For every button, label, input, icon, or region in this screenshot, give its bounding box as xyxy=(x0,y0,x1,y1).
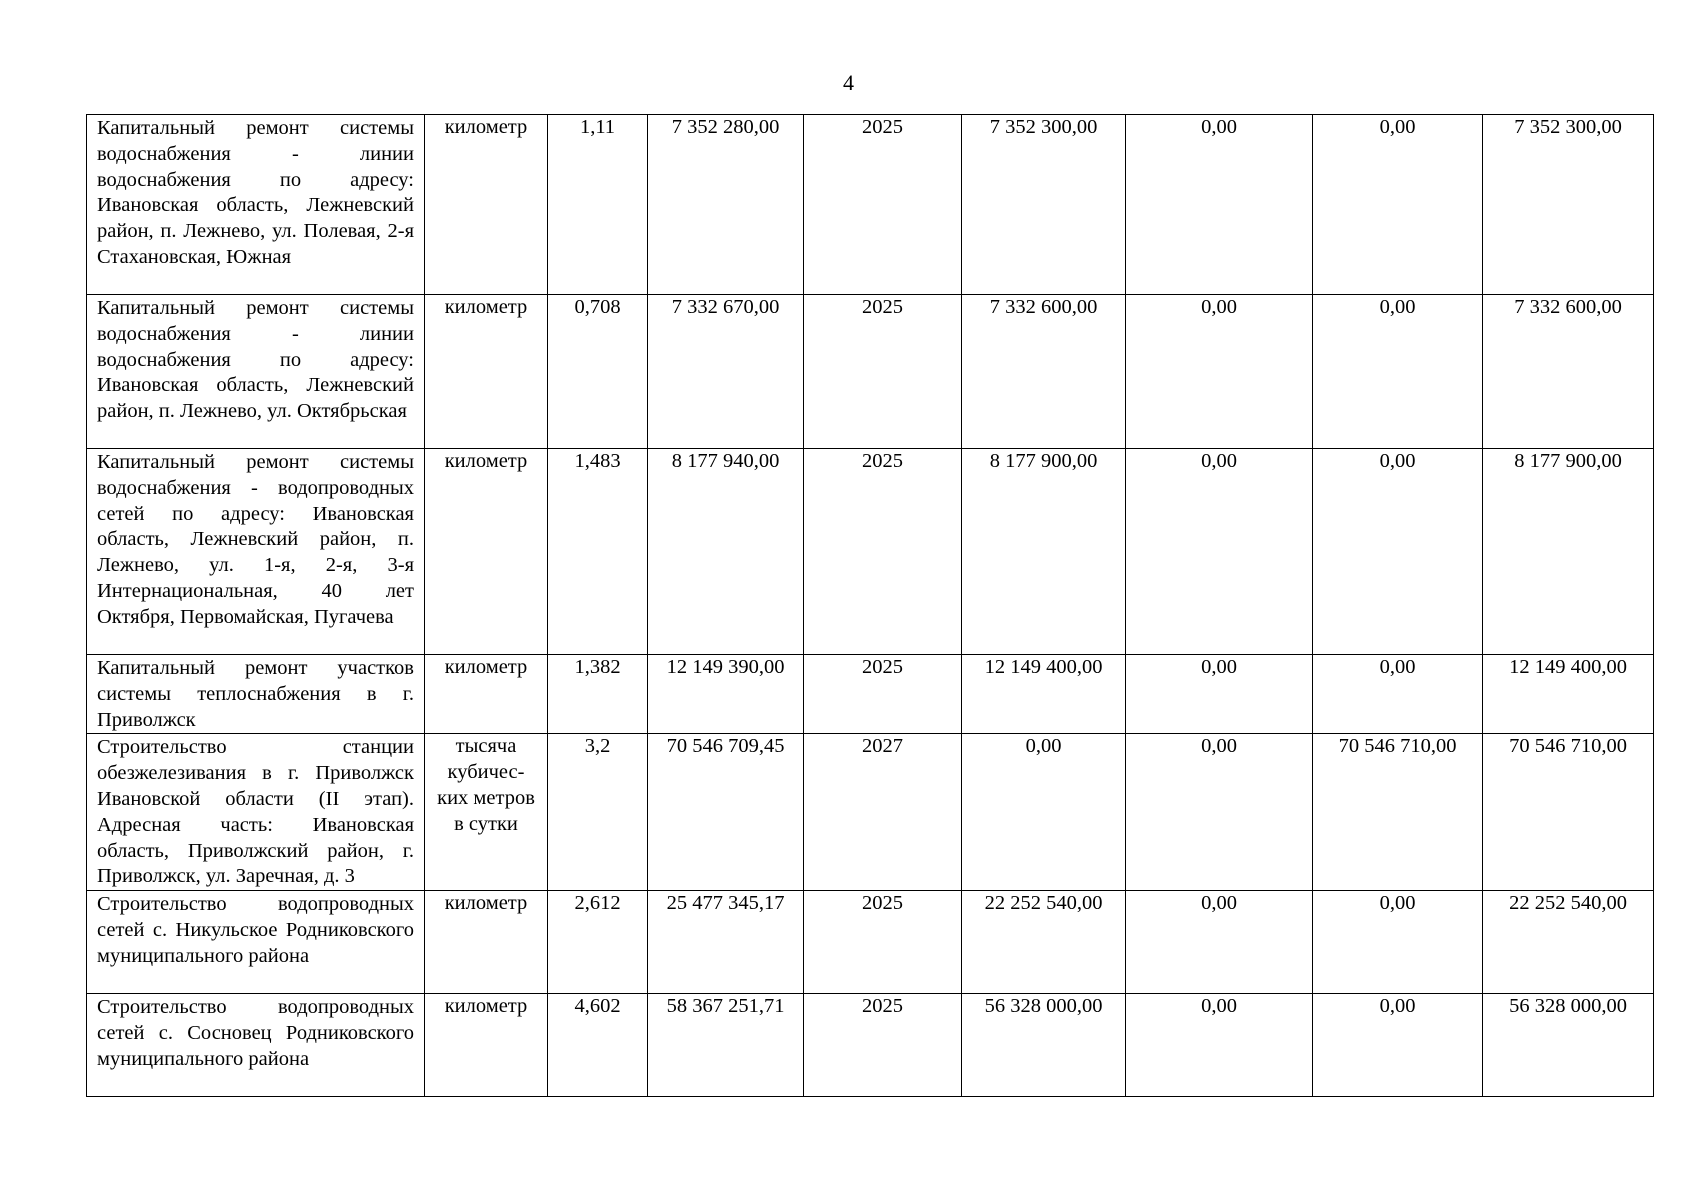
sum-2026-cell: 0,00 xyxy=(1126,655,1313,734)
page-number: 4 xyxy=(843,70,854,95)
sum-2026-cell: 0,00 xyxy=(1126,295,1313,449)
object-name: Капитальный ремонт системы водоснабжения - линии водоснабжения по адресу: Ивановская область, Лежневский район, п. Лежнево, ул. Полевая, 2-я Стахановская, Южная xyxy=(87,115,425,295)
sum-2025-cell: 56 328 000,00 xyxy=(962,994,1126,1097)
total-cell: 7 352 300,00 xyxy=(1483,115,1654,295)
quantity-cell: 2,612 xyxy=(548,891,648,994)
table-row xyxy=(87,295,1654,449)
total-cell: 22 252 540,00 xyxy=(1483,891,1654,994)
table-row xyxy=(87,115,1654,295)
cost-cell: 8 177 940,00 xyxy=(648,449,804,655)
table-row xyxy=(87,449,1654,655)
sum-2025-cell: 7 352 300,00 xyxy=(962,115,1126,295)
year-cell: 2025 xyxy=(804,115,962,295)
unit-cell: километр xyxy=(425,994,548,1097)
table-row xyxy=(87,734,1654,891)
sum-2027-cell: 0,00 xyxy=(1313,655,1483,734)
object-name: Капитальный ремонт системы водоснабжения - водопроводных сетей по адресу: Ивановская область, Лежневский район, п. Лежнево, ул. 1-я, 2-я, 3-я Интернациональная, 40 лет Октября, Первомайская, Пугачева xyxy=(87,449,425,655)
sum-2027-cell: 70 546 710,00 xyxy=(1313,734,1483,891)
quantity-cell: 1,382 xyxy=(548,655,648,734)
unit-cell: километр xyxy=(425,891,548,994)
sum-2026-cell: 0,00 xyxy=(1126,734,1313,891)
year-cell: 2025 xyxy=(804,994,962,1097)
cost-cell: 12 149 390,00 xyxy=(648,655,804,734)
total-cell: 7 332 600,00 xyxy=(1483,295,1654,449)
total-cell: 8 177 900,00 xyxy=(1483,449,1654,655)
sum-2025-cell: 0,00 xyxy=(962,734,1126,891)
cost-cell: 70 546 709,45 xyxy=(648,734,804,891)
sum-2026-cell: 0,00 xyxy=(1126,449,1313,655)
sum-2026-cell: 0,00 xyxy=(1126,994,1313,1097)
sum-2026-cell: 0,00 xyxy=(1126,115,1313,295)
sum-2027-cell: 0,00 xyxy=(1313,449,1483,655)
object-name: Капитальный ремонт участков системы теплоснабжения в г. Приволжск xyxy=(87,655,425,734)
year-cell: 2025 xyxy=(804,655,962,734)
total-cell: 12 149 400,00 xyxy=(1483,655,1654,734)
unit-cell: тысяча кубичес-ких метров в сутки xyxy=(425,734,548,891)
object-name: Строительство станции обезжелезивания в г. Приволжск Ивановской области (II этап). Адресная часть: Ивановская область, Приволжский район, г. Приволжск, ул. Заречная, д. 3 xyxy=(87,734,425,891)
sum-2025-cell: 7 332 600,00 xyxy=(962,295,1126,449)
table-row xyxy=(87,655,1654,734)
cost-cell: 58 367 251,71 xyxy=(648,994,804,1097)
sum-2027-cell: 0,00 xyxy=(1313,295,1483,449)
sum-2025-cell: 22 252 540,00 xyxy=(962,891,1126,994)
table-row xyxy=(87,994,1654,1097)
cost-cell: 7 332 670,00 xyxy=(648,295,804,449)
sum-2027-cell: 0,00 xyxy=(1313,115,1483,295)
year-cell: 2027 xyxy=(804,734,962,891)
quantity-cell: 0,708 xyxy=(548,295,648,449)
object-name: Строительство водопроводных сетей с. Никульское Родниковского муниципального района xyxy=(87,891,425,994)
quantity-cell: 4,602 xyxy=(548,994,648,1097)
total-cell: 56 328 000,00 xyxy=(1483,994,1654,1097)
table-row xyxy=(87,891,1654,994)
unit-cell: километр xyxy=(425,449,548,655)
cost-cell: 7 352 280,00 xyxy=(648,115,804,295)
total-cell: 70 546 710,00 xyxy=(1483,734,1654,891)
unit-cell: километр xyxy=(425,295,548,449)
cost-cell: 25 477 345,17 xyxy=(648,891,804,994)
funding-table xyxy=(86,114,1654,1097)
year-cell: 2025 xyxy=(804,449,962,655)
sum-2025-cell: 12 149 400,00 xyxy=(962,655,1126,734)
unit-cell: километр xyxy=(425,115,548,295)
sum-2025-cell: 8 177 900,00 xyxy=(962,449,1126,655)
quantity-cell: 3,2 xyxy=(548,734,648,891)
sum-2027-cell: 0,00 xyxy=(1313,891,1483,994)
object-name: Строительство водопроводных сетей с. Сосновец Родниковского муниципального района xyxy=(87,994,425,1097)
quantity-cell: 1,11 xyxy=(548,115,648,295)
quantity-cell: 1,483 xyxy=(548,449,648,655)
object-name: Капитальный ремонт системы водоснабжения - линии водоснабжения по адресу: Ивановская область, Лежневский район, п. Лежнево, ул. Октябрьская xyxy=(87,295,425,449)
sum-2026-cell: 0,00 xyxy=(1126,891,1313,994)
year-cell: 2025 xyxy=(804,295,962,449)
year-cell: 2025 xyxy=(804,891,962,994)
unit-cell: километр xyxy=(425,655,548,734)
sum-2027-cell: 0,00 xyxy=(1313,994,1483,1097)
